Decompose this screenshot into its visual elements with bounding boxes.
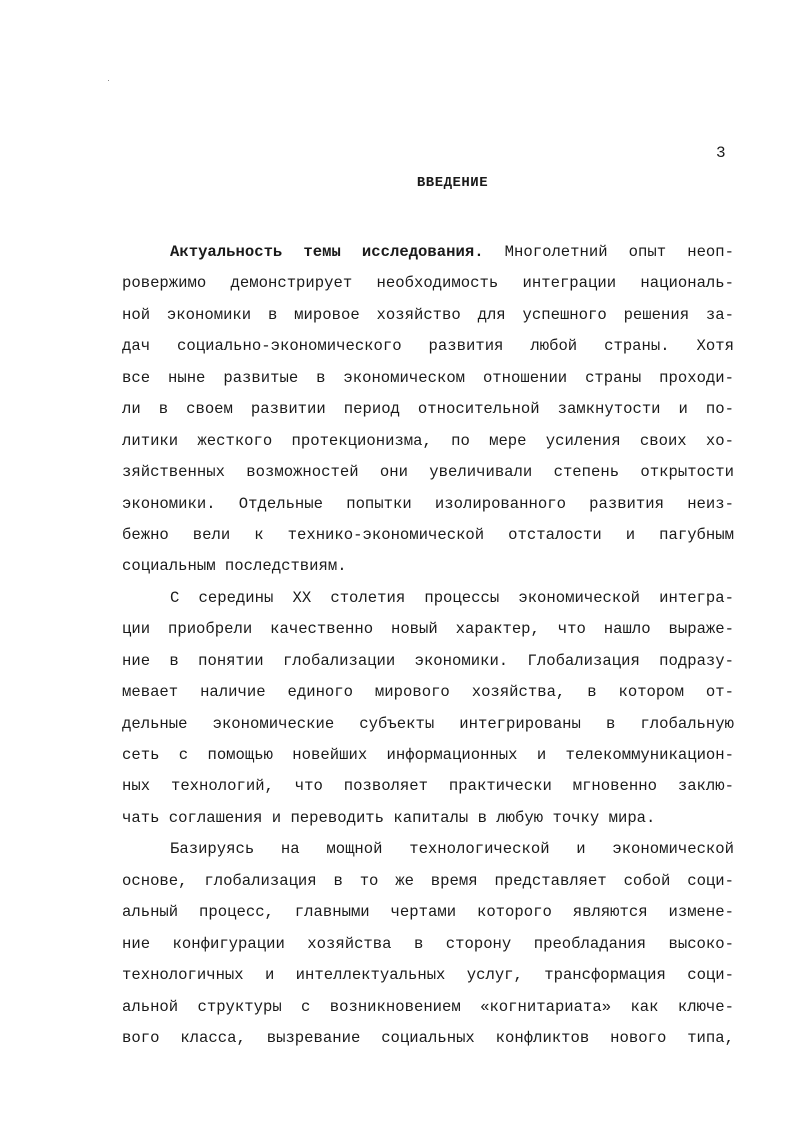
text-line: Базируясь на мощной технологической и экономической (170, 840, 734, 859)
text-line: бежно вели к технико-экономической отсталости и пагубным (122, 525, 734, 544)
paragraph-lead: Актуальность темы исследования. (170, 243, 484, 261)
text-line: ной экономики в мировое хозяйство для успешного решения за- (122, 305, 734, 324)
text-line: альной структуры с возникновением «когнитариата» как ключе- (122, 997, 734, 1016)
text-line (122, 237, 734, 268)
text-line: дельные экономические субъекты интегрированы в глобальную (122, 714, 734, 733)
text-line: ли в своем развитии период относительной замкнутости и по- (122, 400, 734, 419)
text-line: чать соглашения и переводить капиталы в любую точку мира. (122, 808, 656, 827)
text-line: основе, глобализация в то же время представляет собой соци- (122, 871, 734, 890)
text-line: все ныне развитые в экономическом отношении страны проходи- (122, 368, 734, 387)
text-line: С середины XX столетия процессы экономической интегра- (170, 588, 734, 607)
text-fragment: Многолетний опыт неоп- (483, 243, 734, 261)
body-text (122, 237, 734, 1054)
text-line: социальным последствиям. (122, 557, 347, 576)
text-line: альный процесс, главными чертами которого являются измене- (122, 903, 734, 922)
section-heading: ВВЕДЕНИЕ (416, 175, 489, 191)
text-line: технологичных и интеллектуальных услуг, трансформация соци- (122, 966, 734, 985)
text-line: ние в понятии глобализации экономики. Глобализация подразу- (122, 651, 734, 670)
text-line: экономики. Отдельные попытки изолированного развития неиз- (122, 494, 734, 513)
text-line: ных технологий, что позволяет практически мгновенно заклю- (122, 777, 734, 796)
page-number: 3 (716, 144, 726, 162)
scan-speck (108, 80, 109, 81)
text-line: ровержимо демонстрирует необходимость интеграции националь- (122, 274, 734, 293)
text-line: литики жесткого протекционизма, по мере усиления своих хо- (122, 431, 734, 450)
text-line: дач социально-экономического развития любой страны. Хотя (122, 337, 734, 356)
text-line: ние конфигурации хозяйства в сторону преобладания высоко- (122, 934, 734, 953)
text-line: сеть с помощью новейших информационных и телекоммуникацион- (122, 746, 734, 764)
text-line: зяйственных возможностей они увеличивали степень открытости (122, 463, 734, 482)
text-line: вого класса, вызревание социальных конфликтов нового типа, (122, 1028, 734, 1047)
text-line: ции приобрели качественно новый характер, что нашло выраже- (122, 620, 734, 639)
text-line: мевает наличие единого мирового хозяйства, в котором от- (122, 683, 734, 702)
